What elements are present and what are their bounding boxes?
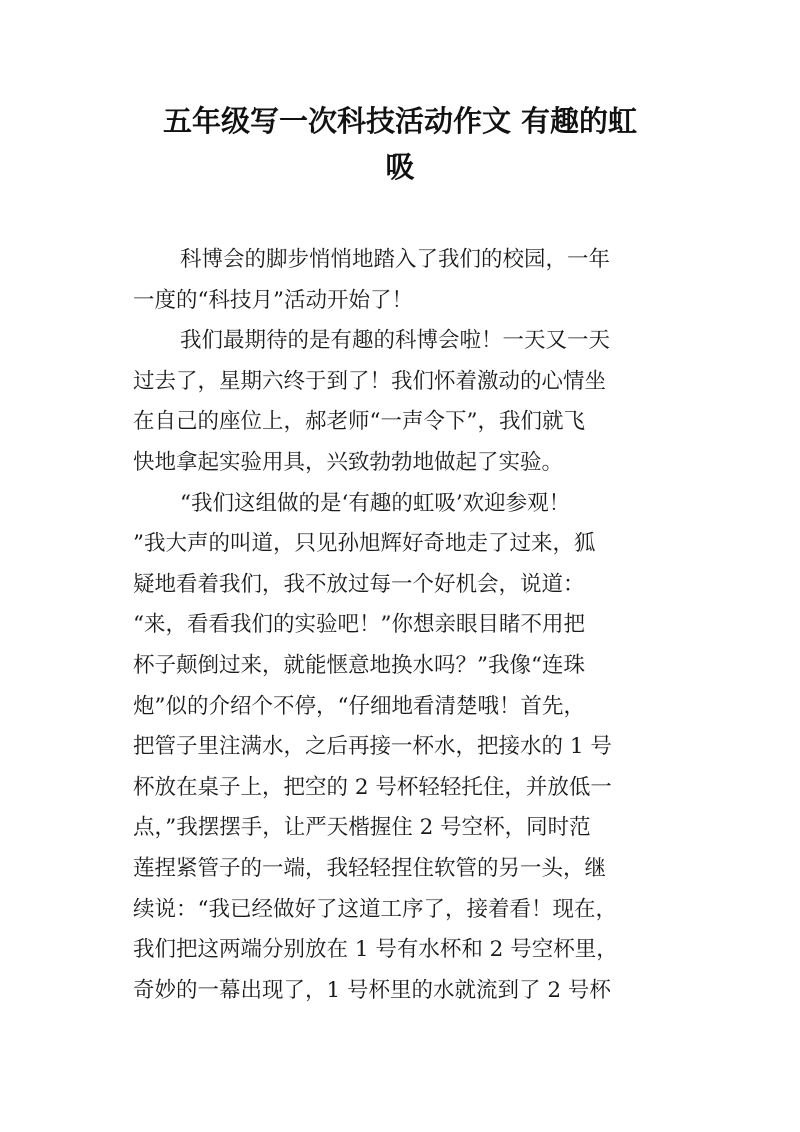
- text-line: 点，”我摆摆手，让严天楷握住 2 号空杯，同时范: [133, 815, 591, 841]
- text-line: 把管子里注满水，之后再接一杯水，把接水的 1 号: [133, 734, 612, 760]
- text-line: 过去了，星期六终于到了！我们怀着激动的心情坐: [133, 368, 607, 394]
- text-line: 炮”似的介绍个不停，“仔细地看清楚哦！首先，: [133, 693, 585, 719]
- text-line: 一度的“科技月”活动开始了！: [133, 287, 413, 313]
- document-body: [133, 240, 678, 1011]
- text-line: 莲捏紧管子的一端，我轻轻捏住软管的另一头，继: [133, 855, 607, 881]
- text-line: 杯子颠倒过来，就能惬意地换水吗？”我像“连珠: [133, 652, 585, 678]
- text-line: 我们最期待的是有趣的科博会啦！一天又一天: [180, 328, 611, 354]
- text-line: 疑地看着我们，我不放过每一个好机会，说道：: [133, 571, 585, 597]
- text-line: 科博会的脚步悄悄地踏入了我们的校园，一年: [180, 247, 611, 272]
- text-line: “来，看看我们的实验吧！”你想亲眼目睹不用把: [133, 612, 585, 638]
- text-line: 奇妙的一幕出现了，1 号杯里的水就流到了 2 号杯: [133, 977, 611, 1003]
- title-line-1: 五年级写一次科技活动作文 有趣的虹: [162, 104, 638, 138]
- text-line: ”我大声的叫道，只见孙旭辉好奇地走了过来，狐: [133, 531, 596, 557]
- text-line: 杯放在桌子上，把空的 2 号杯轻轻托住，并放低一: [133, 774, 612, 800]
- text-line: “我们这组做的是‘有趣的虹吸’欢迎参观！: [180, 490, 571, 516]
- text-line: 在自己的座位上，郝老师“一声令下”，我们就飞: [133, 409, 585, 435]
- text-line: 快地拿起实验用具，兴致勃勃地做起了实验。: [133, 449, 564, 475]
- text-line: 我们把这两端分别放在 1 号有水杯和 2 号空杯里，: [133, 937, 618, 963]
- text-line: 续说：“我已经做好了这道工序了，接着看！现在，: [133, 896, 617, 922]
- document-title: [120, 98, 680, 190]
- title-line-2: 吸: [385, 150, 415, 184]
